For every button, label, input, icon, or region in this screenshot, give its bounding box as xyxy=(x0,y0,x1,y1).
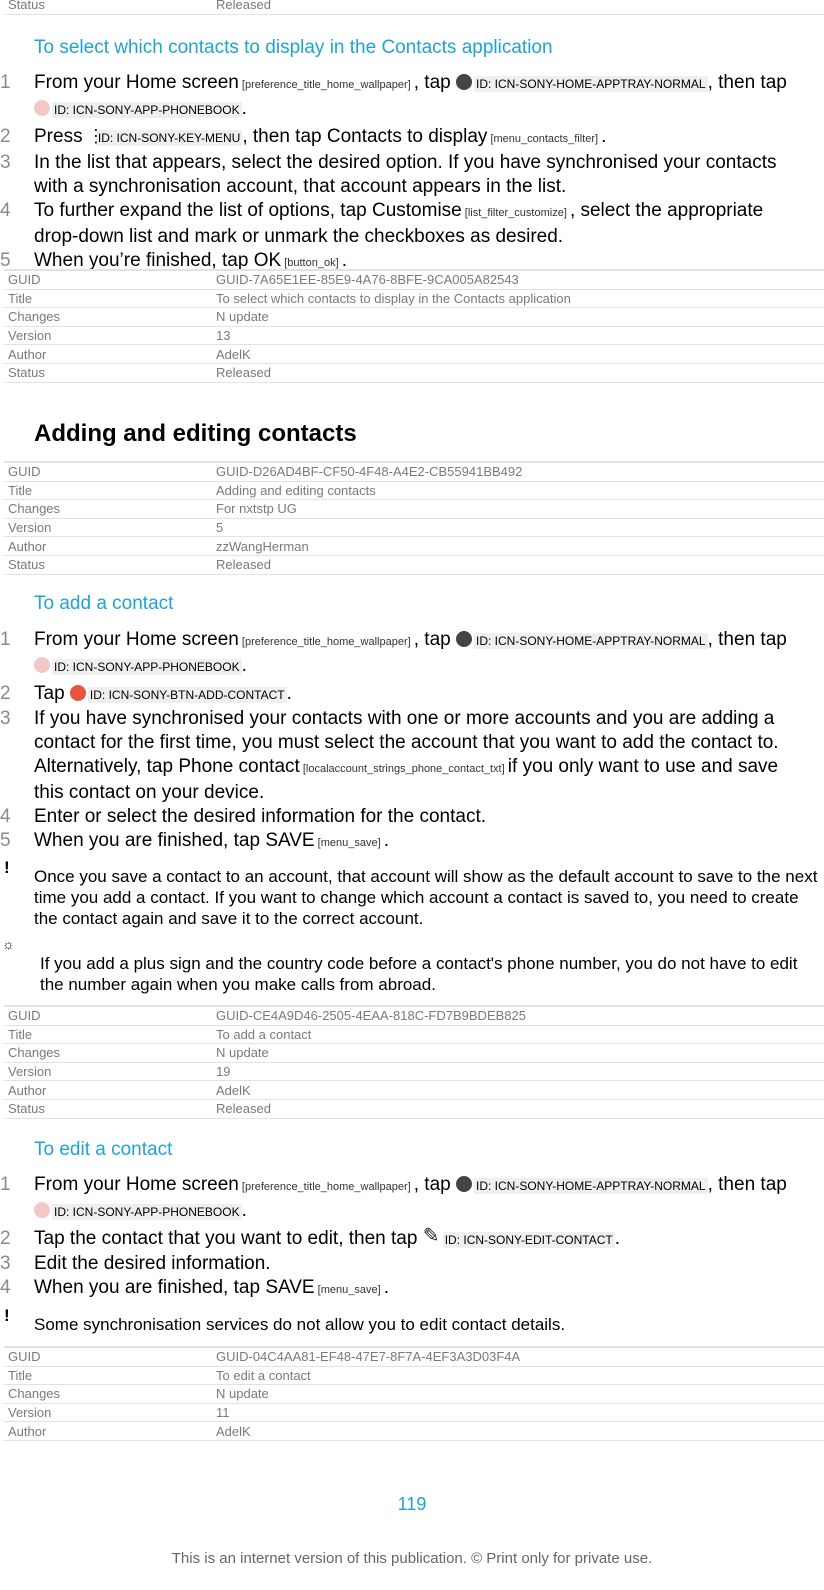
string-tag: [menu_save] xyxy=(314,1284,384,1296)
step-text: . xyxy=(614,1228,620,1249)
step-number: 3 xyxy=(0,152,11,173)
table-row xyxy=(4,363,824,382)
meta-key: Version xyxy=(4,1062,212,1081)
app-tray-icon xyxy=(456,1176,472,1192)
step-number: 2 xyxy=(0,1228,11,1249)
meta-value: GUID-D26AD4BF-CF50-4F48-A4E2-CB55941BB492 xyxy=(212,462,824,481)
step-text: . xyxy=(241,655,247,676)
meta-value: 19 xyxy=(212,1062,824,1081)
steps-select-contacts xyxy=(0,71,800,275)
note-text: Once you save a contact to an account, that account will show as the default account to save to the next time you add a contact. If you want to change which account a contact is saved to, you need to create the contact again and save it to the correct account. xyxy=(34,867,818,928)
table-row xyxy=(4,500,824,519)
table-row xyxy=(4,1099,824,1118)
meta-value: 11 xyxy=(212,1403,824,1422)
table-row xyxy=(4,1366,824,1385)
step-number: 1 xyxy=(0,72,11,93)
section-heading-adding-editing: Adding and editing contacts xyxy=(34,420,357,447)
ui-term: Customise xyxy=(371,200,462,221)
step-number: 3 xyxy=(0,1253,11,1274)
icon-id-label: ID: ICN-SONY-APP-PHONEBOOK xyxy=(54,660,240,674)
step-text: If you have synchronised your contacts with one or more accounts and you are adding a contact for the first time, you must select the account that you want to add the contact to. Alternatively, tap xyxy=(34,708,779,777)
step-text: . xyxy=(241,98,247,119)
meta-key: Changes xyxy=(4,1044,212,1063)
step-number: 3 xyxy=(0,708,11,729)
icon-id-label: ID: ICN-SONY-HOME-APPTRAY-NORMAL xyxy=(476,77,706,91)
step-text: When you are finished, tap xyxy=(34,830,266,851)
metadata-table xyxy=(4,1005,824,1119)
table-row xyxy=(4,1062,824,1081)
table-row xyxy=(4,1006,824,1025)
step-text: , then tap xyxy=(242,126,327,147)
icon-id-label: ID: ICN-SONY-HOME-APPTRAY-NORMAL xyxy=(476,1179,706,1193)
step-text: , tap xyxy=(413,1174,456,1195)
meta-value: GUID-CE4A9D46-2505-4EAA-818C-FD7B9BDEB825 xyxy=(212,1006,824,1025)
section-title-select-contacts: To select which contacts to display in the Contacts application xyxy=(34,37,553,58)
table-row xyxy=(4,308,824,327)
step-text: When you’re finished, tap xyxy=(34,250,254,271)
step-text: . xyxy=(341,250,347,271)
step-text: From your xyxy=(34,72,126,93)
meta-value: GUID-04C4AA81-EF48-47E7-8F7A-4EF3A3D03F4A xyxy=(212,1347,824,1366)
step-text: . xyxy=(241,1200,247,1221)
table-row xyxy=(4,537,824,556)
section-title-add-contact: To add a contact xyxy=(34,593,174,614)
step-text: Enter or select the desired information for the contact. xyxy=(34,806,487,827)
tip-icon: ☼ xyxy=(2,936,15,952)
meta-value: 13 xyxy=(212,326,824,345)
step-text: In the list that appears, select the desired option. If you have synchronised your contacts with a synchronisation account, that account appears in the list. xyxy=(34,152,777,197)
step xyxy=(0,1227,800,1252)
meta-value: Released xyxy=(212,1099,824,1118)
table-row xyxy=(4,1385,824,1404)
step xyxy=(0,71,800,122)
step xyxy=(0,628,800,679)
table-row xyxy=(4,270,824,289)
phonebook-icon xyxy=(34,1202,50,1218)
add-contact-icon xyxy=(70,685,86,701)
pencil-icon xyxy=(423,1228,441,1246)
step xyxy=(0,1252,800,1276)
meta-key: GUID xyxy=(4,1006,212,1025)
step-number: 1 xyxy=(0,1174,11,1195)
table-row xyxy=(4,462,824,481)
step-text: , then tap xyxy=(707,1174,787,1195)
tip-text: If you add a plus sign and the country code before a contact's phone number, you do not have to edit the number again when you make calls from abroad. xyxy=(40,954,798,994)
meta-value: Released xyxy=(212,363,824,382)
step-text: , tap xyxy=(413,629,456,650)
step-text: To further expand the list of options, tap xyxy=(34,200,372,221)
page-number: 119 xyxy=(397,1494,427,1514)
step-text: Edit the desired information. xyxy=(34,1253,271,1274)
step-number: 2 xyxy=(0,683,11,704)
ui-term: Home screen xyxy=(125,1174,239,1195)
meta-key: Title xyxy=(4,289,212,308)
string-tag: [localaccount_strings_phone_contact_txt] xyxy=(299,763,508,775)
table-row xyxy=(4,1422,824,1441)
step xyxy=(0,199,800,249)
step-text: From your xyxy=(34,629,126,650)
meta-value: For nxtstp UG xyxy=(212,500,824,519)
meta-key: Version xyxy=(4,518,212,537)
meta-value: Adding and editing contacts xyxy=(212,481,824,500)
step-number: 5 xyxy=(0,830,11,851)
meta-key: Version xyxy=(4,1403,212,1422)
table-row xyxy=(4,1347,824,1366)
step-text: . xyxy=(601,126,607,147)
table-row xyxy=(4,345,824,364)
meta-key: Title xyxy=(4,1025,212,1044)
step-text: , then tap xyxy=(707,72,787,93)
step-text: Tap the contact that you want to edit, then tap xyxy=(34,1228,423,1249)
table-row xyxy=(4,555,824,574)
meta-key: Status xyxy=(4,363,212,382)
table-row xyxy=(4,326,824,345)
phonebook-icon xyxy=(34,100,50,116)
note-icon: ! xyxy=(4,1306,10,1325)
step-number: 1 xyxy=(0,629,11,650)
meta-value: N update xyxy=(212,308,824,327)
note-icon: ! xyxy=(4,858,10,877)
meta-key: Changes xyxy=(4,500,212,519)
meta-value: To add a contact xyxy=(212,1025,824,1044)
step-number: 2 xyxy=(0,126,11,147)
meta-key: Status xyxy=(4,555,212,574)
app-tray-icon xyxy=(456,74,472,90)
ui-term: Home screen xyxy=(125,72,239,93)
table-row xyxy=(4,1403,824,1422)
string-tag: [button_ok] xyxy=(281,257,342,269)
meta-key: Changes xyxy=(4,1385,212,1404)
meta-key: Author xyxy=(4,345,212,364)
menu-icon xyxy=(88,128,94,144)
step xyxy=(0,151,800,199)
table-row xyxy=(4,1044,824,1063)
string-tag: [menu_contacts_filter] xyxy=(487,133,602,145)
step-text: if you only want to use and save this contact on your device. xyxy=(34,756,779,803)
meta-value: N update xyxy=(212,1044,824,1063)
table-row xyxy=(4,1025,824,1044)
ui-term: SAVE xyxy=(265,1277,315,1298)
meta-value: 5 xyxy=(212,518,824,537)
string-tag: [preference_title_home_wallpaper] xyxy=(238,636,414,648)
metadata-table-top xyxy=(4,0,824,15)
step xyxy=(0,1173,800,1224)
step-text: From your xyxy=(34,1174,126,1195)
meta-value: AdelK xyxy=(212,1422,824,1441)
step-text: , then tap xyxy=(707,629,787,650)
meta-value: Released xyxy=(212,555,824,574)
icon-id-label: ID: ICN-SONY-APP-PHONEBOOK xyxy=(54,1205,240,1219)
metadata-table xyxy=(4,269,824,383)
steps-add-contact xyxy=(0,628,800,855)
step-text: , select the appropriate drop-down list and mark or unmark the checkboxes as desired. xyxy=(34,200,764,247)
table-row xyxy=(4,0,824,14)
meta-key: Version xyxy=(4,326,212,345)
meta-value: GUID-7A65E1EE-85E9-4A76-8BFE-9CA005A82543 xyxy=(212,270,824,289)
ui-term: Phone contact xyxy=(178,756,300,777)
app-tray-icon xyxy=(456,631,472,647)
meta-key: Author xyxy=(4,1422,212,1441)
string-tag: [list_filter_customize] xyxy=(461,207,570,219)
metadata-table xyxy=(4,461,824,575)
step-number: 4 xyxy=(0,200,11,221)
step-text: . xyxy=(383,1277,389,1298)
step-text: When you are finished, tap xyxy=(34,1277,266,1298)
meta-value: AdelK xyxy=(212,345,824,364)
ui-term: Home screen xyxy=(125,629,239,650)
table-row xyxy=(4,518,824,537)
step-number: 4 xyxy=(0,1277,11,1298)
meta-value: zzWangHerman xyxy=(212,537,824,556)
meta-key: GUID xyxy=(4,462,212,481)
ui-term: SAVE xyxy=(265,830,315,851)
string-tag: [preference_title_home_wallpaper] xyxy=(238,1181,414,1193)
step xyxy=(0,125,800,151)
step xyxy=(0,1276,800,1302)
meta-key: Author xyxy=(4,1081,212,1100)
ui-term: Contacts to display xyxy=(326,126,488,147)
icon-id-label: ID: ICN-SONY-HOME-APPTRAY-NORMAL xyxy=(476,634,706,648)
icon-id-label: ID: ICN-SONY-EDIT-CONTACT xyxy=(444,1233,613,1247)
step-text: Press xyxy=(34,126,88,147)
step-text: Tap xyxy=(34,683,70,704)
meta-key: Status xyxy=(4,1099,212,1118)
meta-value: To select which contacts to display in the Contacts application xyxy=(212,289,824,308)
icon-id-label: ID: ICN-SONY-APP-PHONEBOOK xyxy=(54,103,240,117)
step xyxy=(0,707,800,805)
phonebook-icon xyxy=(34,657,50,673)
table-row xyxy=(4,1081,824,1100)
string-tag: [menu_save] xyxy=(314,837,384,849)
steps-edit-contact xyxy=(0,1173,800,1302)
section-title-edit-contact: To edit a contact xyxy=(34,1139,173,1160)
meta-key: Changes xyxy=(4,308,212,327)
ui-term: OK xyxy=(253,250,282,271)
meta-value: Released xyxy=(212,0,824,14)
step xyxy=(0,829,800,855)
meta-value: N update xyxy=(212,1385,824,1404)
step-text: , tap xyxy=(413,72,456,93)
step-text: . xyxy=(383,830,389,851)
step-number: 4 xyxy=(0,806,11,827)
step xyxy=(0,805,800,829)
table-row xyxy=(4,481,824,500)
meta-key: GUID xyxy=(4,270,212,289)
meta-key: Title xyxy=(4,481,212,500)
meta-key: Title xyxy=(4,1366,212,1385)
step-number: 5 xyxy=(0,250,11,271)
meta-value: To edit a contact xyxy=(212,1366,824,1385)
meta-key: GUID xyxy=(4,1347,212,1366)
icon-id-label: ID: ICN-SONY-KEY-MENU xyxy=(97,131,241,145)
icon-id-label: ID: ICN-SONY-BTN-ADD-CONTACT xyxy=(89,688,285,702)
footer-text: This is an internet version of this publication. © Print only for private use. xyxy=(171,1550,653,1567)
meta-value: AdelK xyxy=(212,1081,824,1100)
step-text: . xyxy=(286,683,292,704)
meta-key: Author xyxy=(4,537,212,556)
table-row xyxy=(4,289,824,308)
metadata-table xyxy=(4,1346,824,1441)
note-text: Some synchronisation services do not allow you to edit contact details. xyxy=(34,1315,566,1334)
string-tag: [preference_title_home_wallpaper] xyxy=(238,79,414,91)
meta-key: Status xyxy=(4,0,212,14)
step xyxy=(0,682,800,707)
